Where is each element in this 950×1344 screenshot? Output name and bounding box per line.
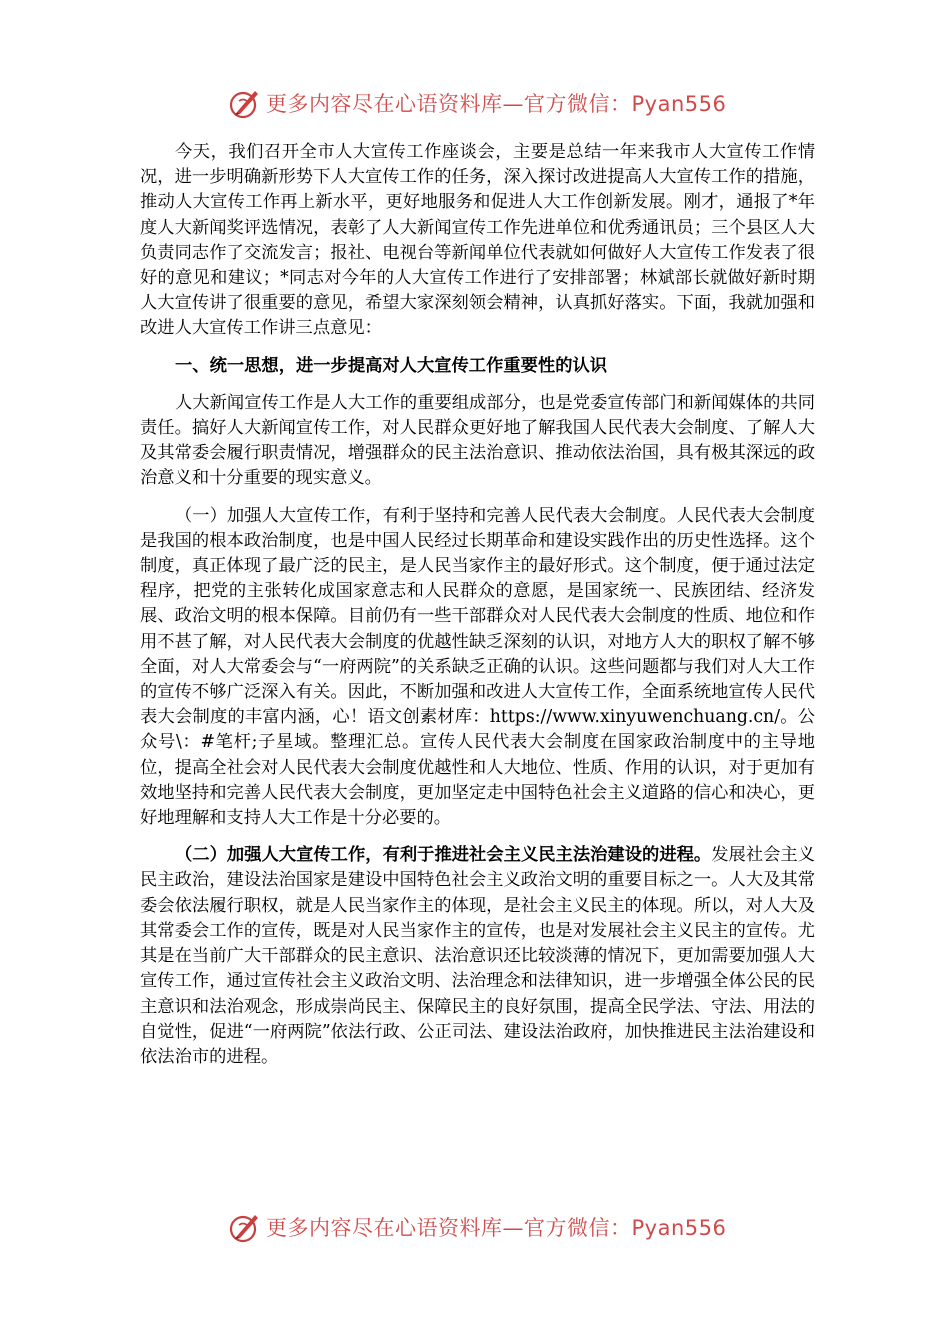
- paragraph-2: （一）加强人大宣传工作，有利于坚持和完善人民代表大会制度。人民代表大会制度是我国的根本政治制度，也是中国人民经过长期革命和建设实践作出的历史性选择。这个制度，真正体现了最广泛的民主，是人民当家作主的最好形式。这个制度，便于通过法定程序，把党的主张转化成国家意志和人民群众的意愿，是国家统一、民族团结、经济发展、政治文明的根本保障。目前仍有一些干部群众对人民代表大会制度的性质、地位和作用不甚了解，对人民代表大会制度的优越性缺乏深刻的认识，对地方人大的职权了解不够全面，对人大常委会与“一府两院”的关系缺乏正确的认识。这些问题都与我们对人大工作的宣传不够广泛深入有关。因此，不断加强和改进人大宣传工作，全面系统地宣传人民代表大会制度的丰富内涵，心！语文创素材库：https://www.xinyuwenchuang.cn/。公众号\：#笔杆;子星域。整理汇总。宣传人民代表大会制度在国家政治制度中的主导地位，提高全社会对人民代表大会制度优越性和人大地位、性质、作用的认识，对于更加有效地坚持和完善人民代表大会制度，更加坚定走中国特色社会主义道路的信心和决心，更好地理解和支持人大工作是十分必要的。: [140, 505, 815, 829]
- paragraph-3: [140, 843, 815, 1070]
- footer-banner: [0, 1206, 950, 1250]
- paragraph-1: 人大新闻宣传工作是人大工作的重要组成部分，也是党委宣传部门和新闻媒体的共同责任。搞好人大新闻宣传工作，对人民群众更好地了解我国人民代表大会制度、了解人大及其常委会履行职责情况，增强群众的民主法治意识、推动依法治国，具有极其深远的政治意义和十分重要的现实意义。: [140, 392, 815, 489]
- header-banner-content: [228, 86, 726, 120]
- pen-logo-icon: [228, 86, 262, 120]
- document-body: [140, 140, 815, 1082]
- footer-banner-content: [228, 1210, 726, 1244]
- paragraph-3-body: 发展社会主义民主政治，建设法治国家是建设中国特色社会主义政治文明的重要目标之一。人大及其常委会依法履行职权，就是人民当家作主的体现，是社会主义民主的体现。所以，对人大及其常委会工作的宣传，既是对人民当家作主的宣传，也是对发展社会主义民主的宣传。尤其是在当前广大干部群众的民主意识、法治意识还比较淡薄的情况下，更加需要加强人大宣传工作，通过宣传社会主义政治文明、法治理念和法律知识，进一步增强全体公民的民主意识和法治观念，形成崇尚民主、保障民主的良好氛围，提高全民学法、守法、用法的自觉性，促进“一府两院”依法行政、公正司法、建设法治政府，加快推进民主法治建设和依法治市的进程。: [140, 845, 815, 1067]
- paragraph-3-lead: （二）加强人大宣传工作，有利于推进社会主义民主法治建设的进程。: [175, 845, 712, 866]
- intro-paragraph: 今天，我们召开全市人大宣传工作座谈会，主要是总结一年来我市人大宣传工作情况，进一步明确新形势下人大宣传工作的任务，深入探讨改进提高人大宣传工作的措施，推动人大宣传工作再上新水平，更好地服务和促进人大工作创新发展。刚才，通报了*年度人大新闻奖评选情况，表彰了人大新闻宣传工作先进单位和优秀通讯员；三个县区人大负责同志作了交流发言；报社、电视台等新闻单位代表就如何做好人大宣传工作发表了很好的意见和建议；*同志对今年的人大宣传工作进行了安排部署；林斌部长就做好新时期人大宣传讲了很重要的意见，希望大家深刻领会精神，认真抓好落实。下面，我就加强和改进人大宣传工作讲三点意见：: [140, 142, 815, 339]
- section-heading-1: 一、统一思想，进一步提高对人大宣传工作重要性的认识: [175, 355, 608, 376]
- pen-logo-icon: [228, 1210, 262, 1244]
- header-banner: [0, 82, 950, 126]
- footer-banner-text: 更多内容尽在心语资料库—官方微信：Pyan556: [266, 1216, 727, 1240]
- header-banner-text: 更多内容尽在心语资料库—官方微信：Pyan556: [266, 92, 727, 116]
